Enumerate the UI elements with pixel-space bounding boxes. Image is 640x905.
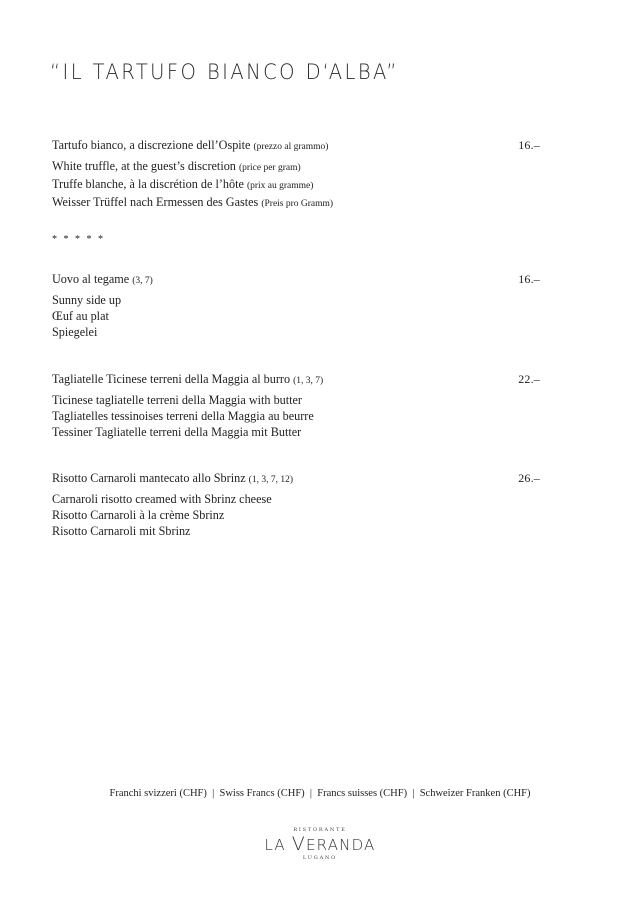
- item-name: Risotto Carnaroli mantecato allo Sbrinz: [52, 471, 246, 485]
- item-name: Tagliatelle Ticinese terreni della Maggia al burro: [52, 372, 291, 386]
- item-price: 16.–: [518, 272, 540, 286]
- translation-de: Spiegelei: [52, 325, 98, 339]
- item-note: (prezzo al grammo): [253, 142, 329, 152]
- currency-note: Franchi svizzeri (CHF) | Swiss Francs (CHF) | Francs suisses (CHF) | Schweizer Franken (CHF): [109, 788, 531, 799]
- translation-en: Ticinese tagliatelle terreni della Maggia with butter: [52, 393, 302, 407]
- translation-fr: Œuf au plat: [52, 309, 109, 323]
- item-note: (1, 3, 7, 12): [248, 475, 293, 485]
- item-heading: [52, 137, 540, 153]
- translation-fr: Truffe blanche, à la discrétion de l’hôte (prix au gramme): [52, 177, 314, 191]
- item-translations: [52, 292, 540, 340]
- item-heading: [52, 470, 540, 486]
- translation-de: Weisser Trüffel nach Ermessen des Gastes (Preis pro Gramm): [52, 195, 334, 209]
- item-name: Uovo al tegame: [52, 272, 130, 286]
- item-price: 26.–: [518, 471, 540, 485]
- menu-item-risotto: [52, 470, 540, 539]
- translation-en: White truffle, at the guest’s discretion (price per gram): [52, 159, 301, 173]
- restaurant-logo: [0, 827, 640, 862]
- logo-brand: LA VERANDA: [264, 833, 376, 855]
- translation-fr: Risotto Carnaroli à la crème Sbrinz: [52, 508, 225, 522]
- translation-en: Sunny side up: [52, 293, 122, 307]
- page-title: “IL TARTUFO BIANCO D‘ALBA”: [50, 60, 399, 84]
- item-price: 22.–: [518, 372, 540, 386]
- menu-item-white-truffle: [52, 137, 540, 212]
- menu-item-egg: [52, 271, 540, 340]
- translation-en: Carnaroli risotto creamed with Sbrinz cheese: [52, 492, 272, 506]
- menu-item-tagliatelle: [52, 371, 540, 440]
- item-translations: [52, 491, 540, 539]
- item-name: Tartufo bianco, a discrezione dell’Ospite: [52, 138, 251, 152]
- item-translations: [52, 158, 540, 212]
- translation-de: Tessiner Tagliatelle terreni della Maggia mit Butter: [52, 425, 302, 439]
- item-translations: [52, 392, 540, 440]
- translation-de: Risotto Carnaroli mit Sbrinz: [52, 524, 191, 538]
- logo-bottom-text: LUGANO: [302, 855, 338, 861]
- item-heading: [52, 271, 540, 287]
- logo-top-text: RISTORANTE: [293, 827, 347, 833]
- item-note: (3, 7): [132, 276, 153, 286]
- item-price: 16.–: [518, 138, 540, 152]
- item-note: (1, 3, 7): [293, 376, 324, 386]
- item-heading: [52, 371, 540, 387]
- separator: * * * * *: [52, 234, 105, 245]
- translation-fr: Tagliatelles tessinoises terreni della Maggia au beurre: [52, 409, 314, 423]
